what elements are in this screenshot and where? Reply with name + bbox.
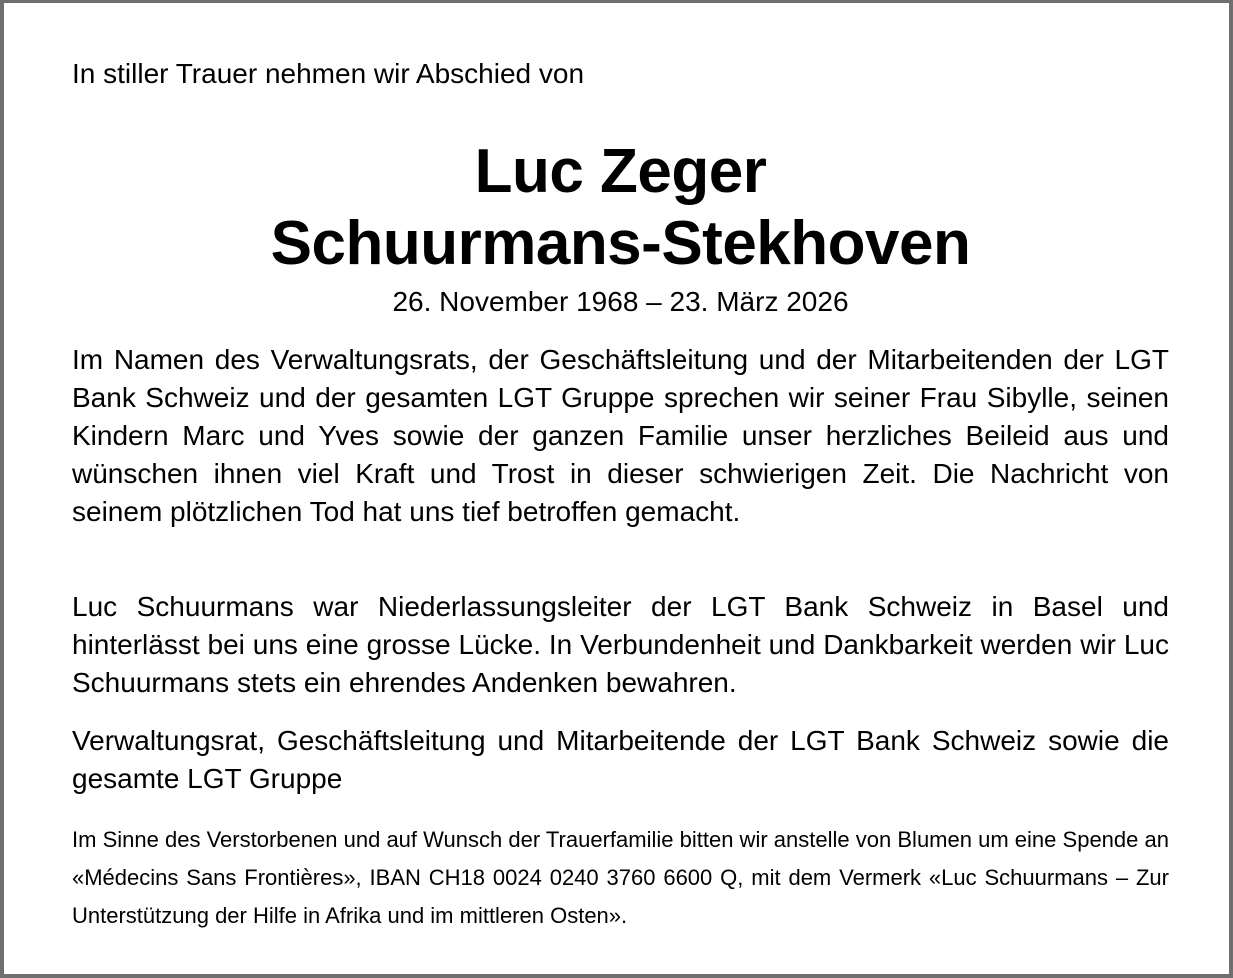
tribute-paragraph: Luc Schuurmans war Niederlassungsleiter der LGT Bank Schweiz in Basel und hinterlässt bei uns eine grosse Lücke. In Verbundenheit und Dankbarkeit werden wir Luc Schuurmans stets ein ehrendes Andenken bewahren. xyxy=(72,591,1169,698)
condolence-paragraph: Im Namen des Verwaltungsrats, der Geschäftsleitung und der Mitarbeitenden der LGT Bank Schweiz und der gesamten LGT Gruppe sprechen wir seiner Frau Sibylle, seinen Kindern Marc und Yves sowie der ganzen Familie unser herzliches Beileid aus und wünschen ihnen viel Kraft und Trost in dieser schwierigen Zeit. Die Nachricht von seinem plötzlichen Tod hat uns tief betroffen gemacht. xyxy=(72,344,1169,527)
deceased-name xyxy=(72,136,1169,280)
intro-text: In stiller Trauer nehmen wir Abschied von xyxy=(72,58,585,89)
life-dates: 26. November 1968 – 23. März 2026 xyxy=(392,286,849,317)
name-line-surname: Schuurmans-Stekhoven xyxy=(270,209,971,278)
signature-paragraph: Verwaltungsrat, Geschäftsleitung und Mitarbeitende der LGT Bank Schweiz sowie die gesamte LGT Gruppe xyxy=(72,725,1169,794)
donation-note: Im Sinne des Verstorbenen und auf Wunsch der Trauerfamilie bitten wir anstelle von Blumen um eine Spende an «Médecins Sans Frontières», IBAN CH18 0024 0240 3760 6600 Q, mit dem Vermerk «Luc Schuurmans – Zur Unterstützung der Hilfe in Afrika und im mittleren Osten». xyxy=(72,827,1169,928)
name-line-first: Luc Zeger xyxy=(474,137,767,206)
